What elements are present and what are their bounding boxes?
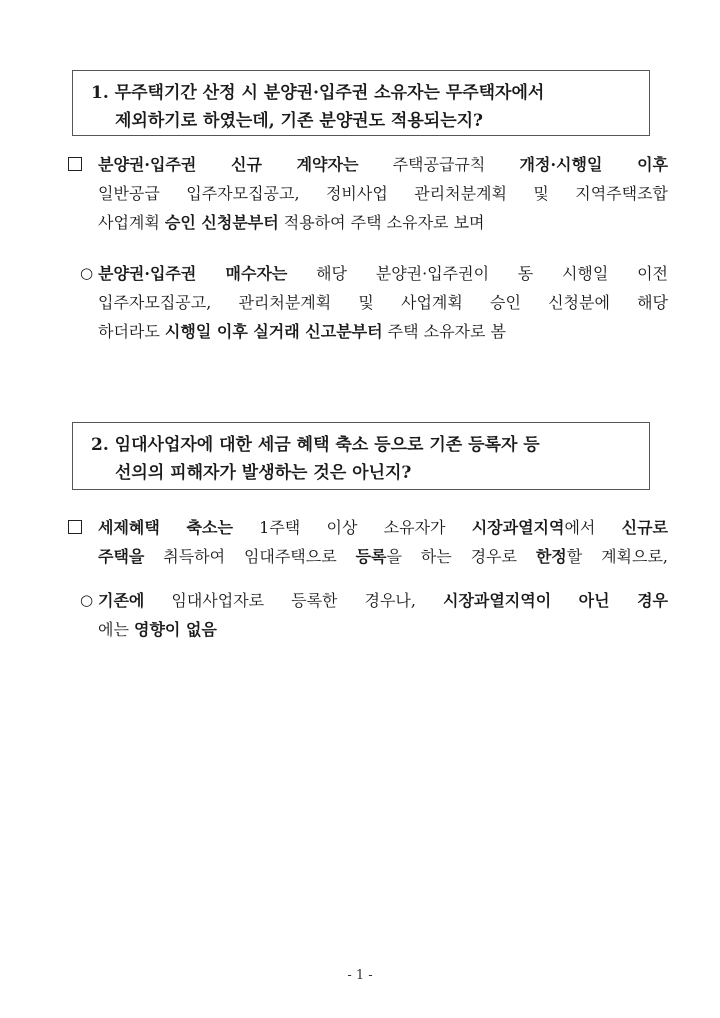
answer-2-circle-line-1: 기존에 임대사업자로 등록한 경우나, 시장과열지역이 아닌 경우	[98, 591, 668, 610]
question-1-line-2: 제외하기로 하였는데, 기존 분양권도 적용되는지?	[115, 111, 483, 131]
answer-1-circle-line-1: 분양권·입주권 매수자는 해당 분양권·입주권이 동 시행일 이전	[98, 264, 668, 283]
answer-2-circle-line-2: 에는 영향이 없음	[98, 620, 217, 639]
answer-1-square-line-1: 분양권·입주권 신규 계약자는 주택공급규칙 개정·시행일 이후	[98, 155, 668, 174]
question-1-box	[72, 70, 650, 136]
answer-2-circle-item	[68, 586, 668, 644]
circle-bullet-icon: ○	[80, 591, 94, 609]
answer-2-square-item	[68, 513, 668, 571]
question-1-line-1: 1. 무주택기간 산정 시 분양권·입주권 소유자는 무주택자에서	[91, 83, 545, 103]
page-number: - 1 -	[347, 968, 373, 983]
answer-2-square-line-2: 주택을 취득하여 임대주택으로 등록을 하는 경우로 한정할 계획으로,	[98, 547, 669, 566]
answer-1-square-line-3: 사업계획 승인 신청분부터 적용하여 주택 소유자로 보며	[98, 213, 485, 232]
question-2-line-1: 2. 임대사업자에 대한 세금 혜택 축소 등으로 기존 등록자 등	[91, 435, 540, 455]
answer-1-circle-item	[68, 259, 668, 346]
square-bullet-icon	[68, 513, 82, 543]
question-2-number: 2.	[91, 435, 109, 455]
square-bullet-icon	[68, 150, 82, 180]
answer-2-square-line-1: 세제혜택 축소는 1주택 이상 소유자가 시장과열지역에서 신규로	[98, 518, 668, 537]
answer-1-square-item	[68, 150, 668, 237]
question-2-box	[72, 422, 650, 490]
question-1-number: 1.	[91, 83, 109, 103]
answer-1-circle-line-2: 입주자모집공고, 관리처분계획 및 사업계획 승인 신청분에 해당	[98, 293, 668, 312]
question-2-line-2: 선의의 피해자가 발생하는 것은 아닌지?	[115, 463, 412, 483]
circle-bullet-icon: ○	[80, 264, 94, 282]
answer-1-square-line-2: 일반공급 입주자모집공고, 정비사업 관리처분계획 및 지역주택조합	[98, 184, 668, 203]
answer-1-circle-line-3: 하더라도 시행일 이후 실거래 신고분부터 주택 소유자로 봄	[98, 322, 507, 341]
